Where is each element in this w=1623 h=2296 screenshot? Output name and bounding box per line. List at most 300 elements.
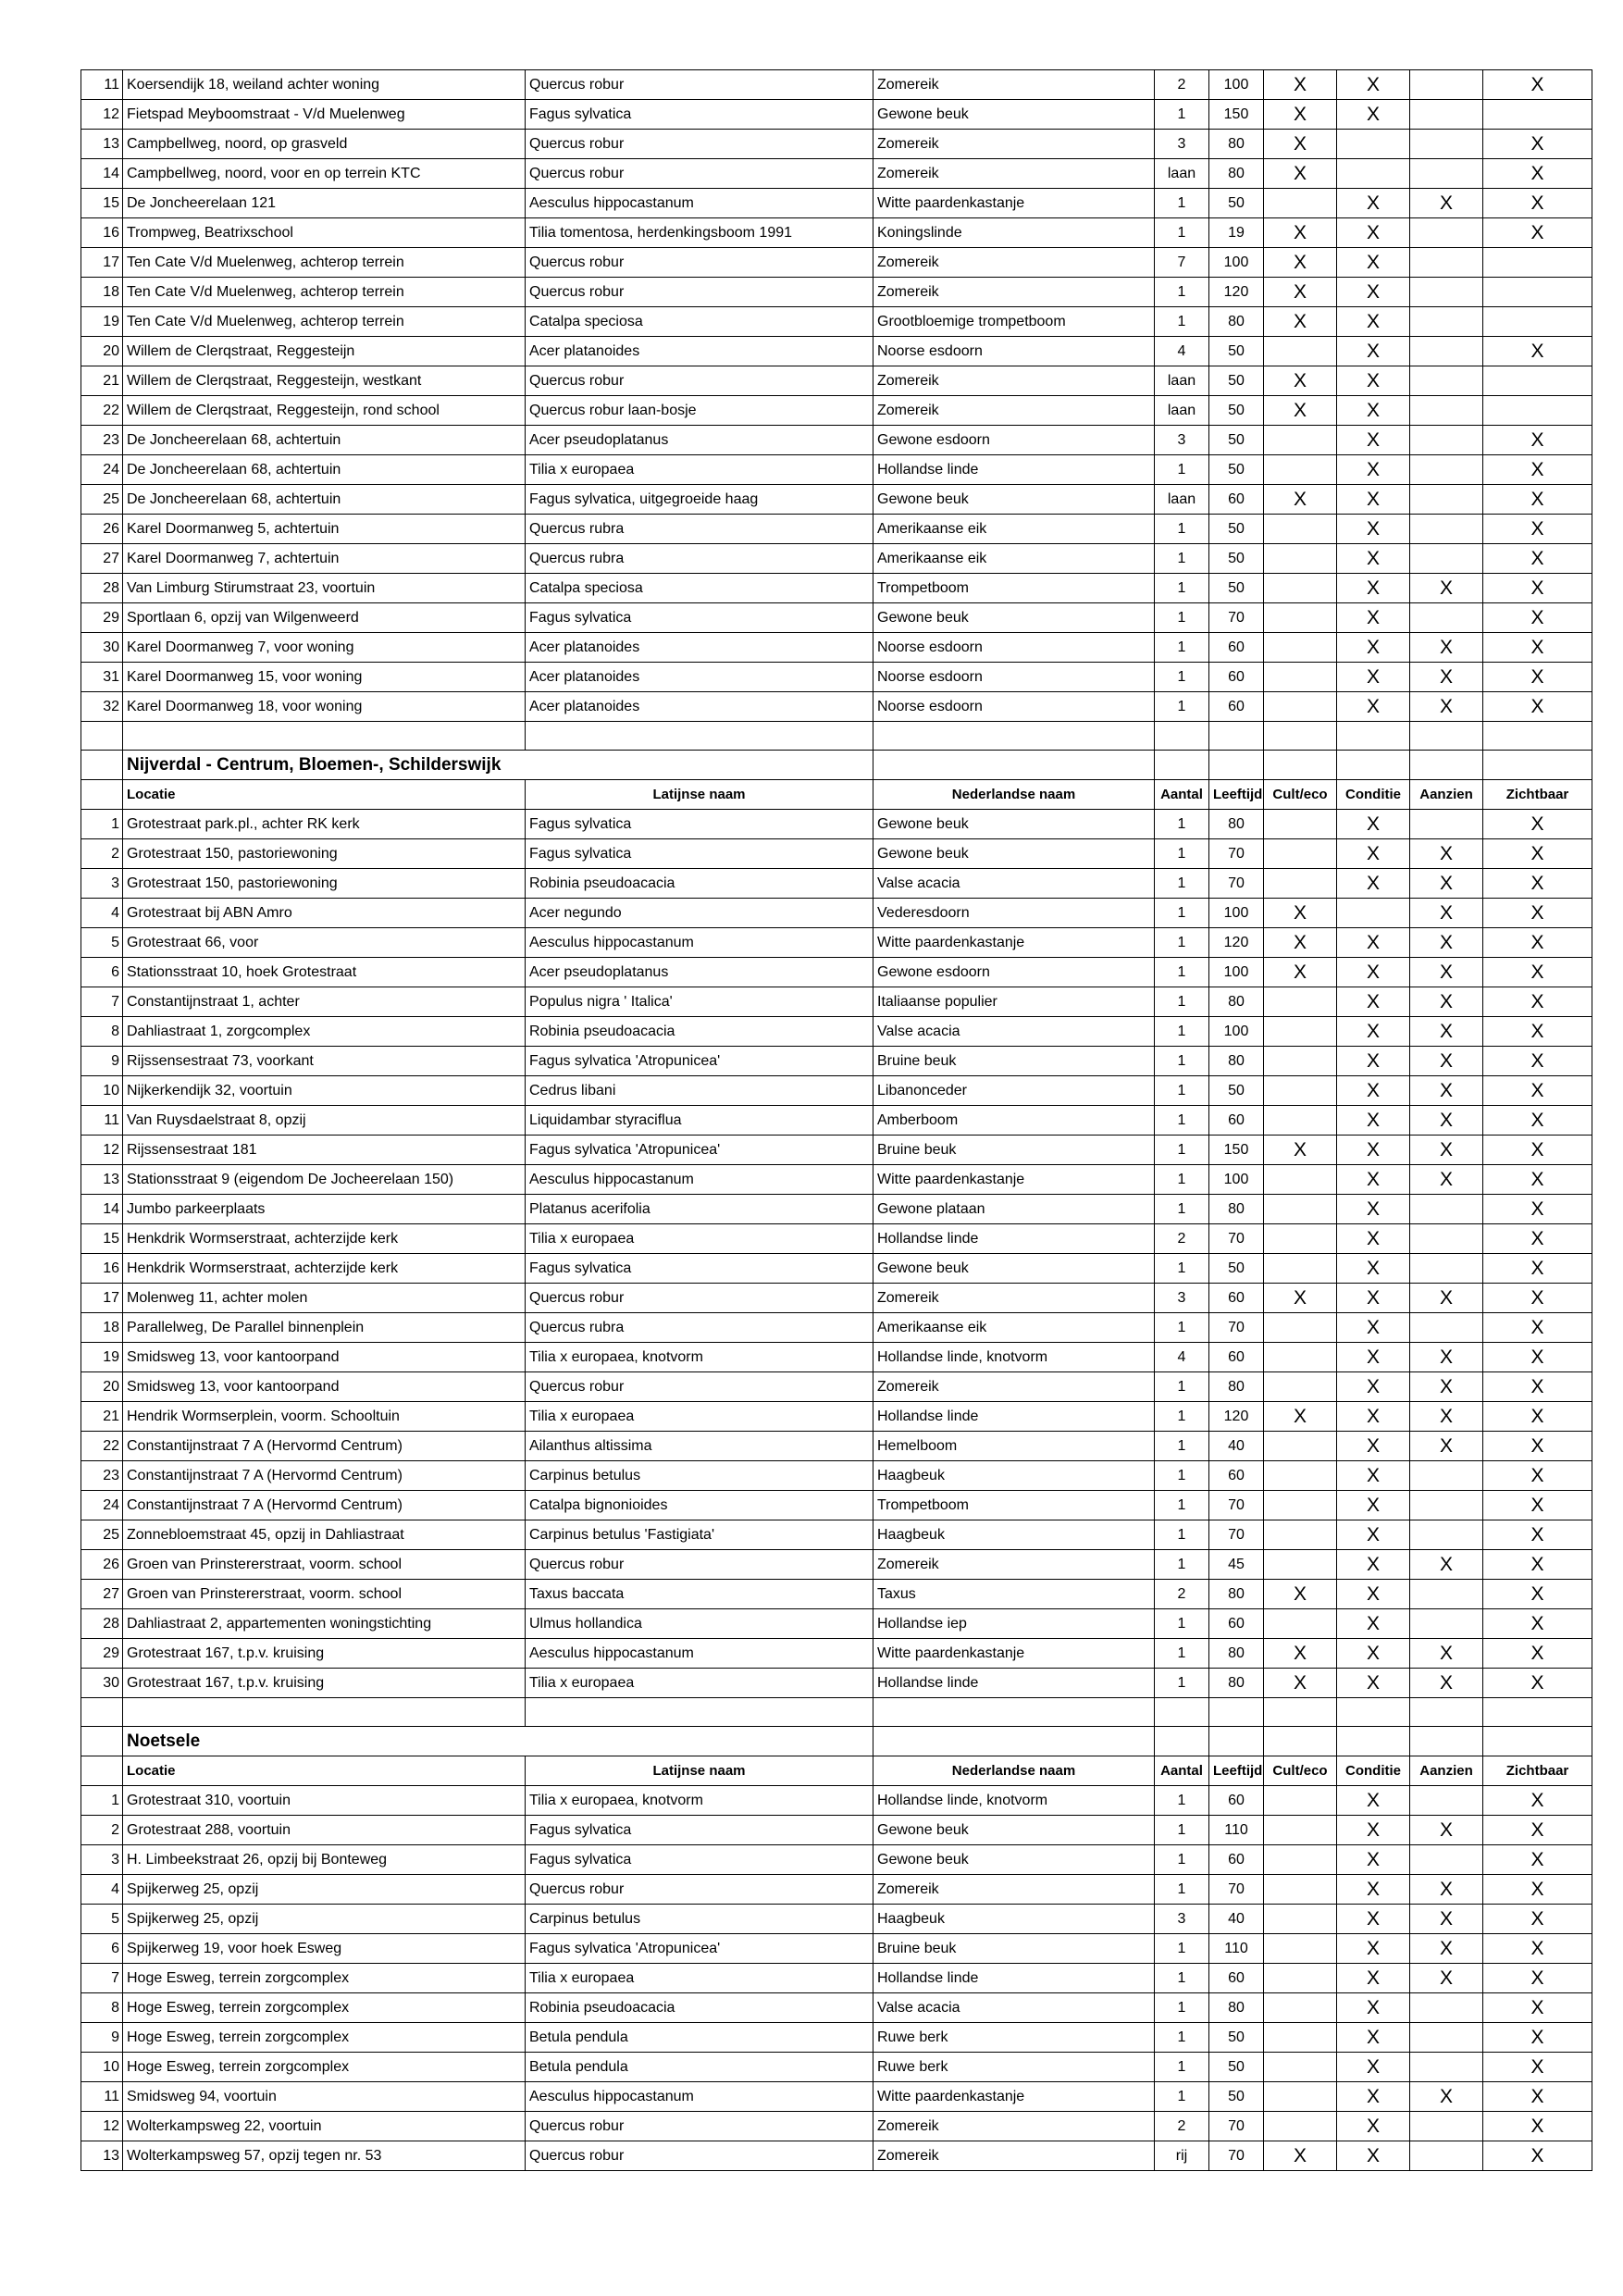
location-cell: Hoge Esweg, terrein zorgcomplex: [123, 1964, 526, 1993]
location-cell: Constantijnstraat 7 A (Hervormd Centrum): [123, 1432, 526, 1461]
condition-cell: X: [1337, 396, 1410, 426]
latin-name-cell: Aesculus hippocastanum: [526, 928, 873, 958]
table-row: [81, 366, 1592, 396]
dutch-name-cell: Ruwe berk: [873, 2053, 1155, 2082]
count-cell: 1: [1155, 1609, 1209, 1639]
cult-eco-cell: X: [1264, 396, 1337, 426]
count-cell: 4: [1155, 337, 1209, 366]
age-cell: 100: [1209, 1017, 1264, 1047]
table-row: [81, 1491, 1592, 1520]
row-number: 28: [81, 574, 123, 603]
dutch-name-cell: Grootbloemige trompetboom: [873, 307, 1155, 337]
visible-cell: X: [1483, 189, 1592, 218]
visible-cell: X: [1483, 1993, 1592, 2023]
latin-name-cell: Fagus sylvatica, uitgegroeide haag: [526, 485, 873, 515]
empty-cell: [81, 751, 123, 780]
empty-cell: [123, 722, 526, 751]
count-cell: 1: [1155, 928, 1209, 958]
condition-cell: X: [1337, 1195, 1410, 1224]
latin-name-cell: Fagus sylvatica 'Atropunicea': [526, 1136, 873, 1165]
count-cell: 1: [1155, 1017, 1209, 1047]
row-number: 9: [81, 2023, 123, 2053]
location-cell: Smidsweg 13, voor kantoorpand: [123, 1343, 526, 1372]
cult-eco-cell: X: [1264, 1136, 1337, 1165]
cult-eco-cell: X: [1264, 130, 1337, 159]
appearance-cell: [1410, 1786, 1483, 1816]
column-header: Latijnse naam: [526, 780, 873, 810]
count-cell: 1: [1155, 1934, 1209, 1964]
column-header: Nederlandse naam: [873, 1756, 1155, 1786]
count-cell: 1: [1155, 574, 1209, 603]
age-cell: 150: [1209, 100, 1264, 130]
location-cell: Zonnebloemstraat 45, opzij in Dahliastraat: [123, 1520, 526, 1550]
row-number: 3: [81, 1845, 123, 1875]
latin-name-cell: Liquidambar styraciflua: [526, 1106, 873, 1136]
count-cell: 1: [1155, 1136, 1209, 1165]
appearance-cell: X: [1410, 692, 1483, 722]
count-cell: 1: [1155, 544, 1209, 574]
column-header: Locatie: [123, 1756, 526, 1786]
condition-cell: X: [1337, 928, 1410, 958]
appearance-cell: [1410, 396, 1483, 426]
table-row: [81, 1195, 1592, 1224]
count-cell: 1: [1155, 1816, 1209, 1845]
cult-eco-cell: X: [1264, 2141, 1337, 2171]
count-cell: 1: [1155, 1402, 1209, 1432]
condition-cell: X: [1337, 2082, 1410, 2112]
dutch-name-cell: Taxus: [873, 1580, 1155, 1609]
condition-cell: X: [1337, 218, 1410, 248]
empty-cell: [1264, 751, 1337, 780]
age-cell: 110: [1209, 1934, 1264, 1964]
count-cell: 1: [1155, 2053, 1209, 2082]
visible-cell: [1483, 248, 1592, 278]
appearance-cell: [1410, 70, 1483, 100]
table-row: [81, 426, 1592, 455]
appearance-cell: X: [1410, 869, 1483, 899]
age-cell: 50: [1209, 455, 1264, 485]
column-header: Aanzien: [1410, 780, 1483, 810]
dutch-name-cell: Noorse esdoorn: [873, 663, 1155, 692]
cult-eco-cell: [1264, 1047, 1337, 1076]
cult-eco-cell: [1264, 663, 1337, 692]
appearance-cell: [1410, 1461, 1483, 1491]
column-header: Aanzien: [1410, 1756, 1483, 1786]
table-row: [81, 218, 1592, 248]
appearance-cell: [1410, 100, 1483, 130]
age-cell: 70: [1209, 2112, 1264, 2141]
condition-cell: X: [1337, 366, 1410, 396]
age-cell: 50: [1209, 1076, 1264, 1106]
dutch-name-cell: Bruine beuk: [873, 1136, 1155, 1165]
dutch-name-cell: Zomereik: [873, 248, 1155, 278]
column-header: Leeftijd: [1209, 780, 1264, 810]
dutch-name-cell: Zomereik: [873, 1550, 1155, 1580]
latin-name-cell: Quercus robur: [526, 70, 873, 100]
condition-cell: X: [1337, 485, 1410, 515]
count-cell: 1: [1155, 810, 1209, 839]
table-row: [81, 1047, 1592, 1076]
row-number: 23: [81, 1461, 123, 1491]
latin-name-cell: Tilia x europaea: [526, 455, 873, 485]
count-cell: 1: [1155, 1313, 1209, 1343]
age-cell: 80: [1209, 307, 1264, 337]
appearance-cell: X: [1410, 189, 1483, 218]
row-number: 26: [81, 515, 123, 544]
visible-cell: X: [1483, 633, 1592, 663]
empty-cell: [1337, 751, 1410, 780]
table-row: [81, 958, 1592, 987]
appearance-cell: X: [1410, 928, 1483, 958]
count-cell: 2: [1155, 2112, 1209, 2141]
condition-cell: X: [1337, 70, 1410, 100]
age-cell: 100: [1209, 958, 1264, 987]
count-cell: 1: [1155, 1432, 1209, 1461]
table-row: [81, 1343, 1592, 1372]
appearance-cell: X: [1410, 1550, 1483, 1580]
location-cell: Grotestraat 167, t.p.v. kruising: [123, 1639, 526, 1669]
age-cell: 60: [1209, 663, 1264, 692]
column-header: Aantal: [1155, 1756, 1209, 1786]
row-number: 9: [81, 1047, 123, 1076]
row-number: 22: [81, 396, 123, 426]
dutch-name-cell: Gewone beuk: [873, 100, 1155, 130]
dutch-name-cell: Hollandse linde: [873, 455, 1155, 485]
table-row: [81, 1993, 1592, 2023]
age-cell: 60: [1209, 1786, 1264, 1816]
latin-name-cell: Acer pseudoplatanus: [526, 426, 873, 455]
table-row: [81, 515, 1592, 544]
appearance-cell: X: [1410, 1136, 1483, 1165]
location-cell: Karel Doormanweg 15, voor woning: [123, 663, 526, 692]
count-cell: 1: [1155, 100, 1209, 130]
cult-eco-cell: [1264, 2053, 1337, 2082]
visible-cell: X: [1483, 1047, 1592, 1076]
location-cell: Ten Cate V/d Muelenweg, achterop terrein: [123, 278, 526, 307]
latin-name-cell: Quercus robur: [526, 1550, 873, 1580]
visible-cell: X: [1483, 899, 1592, 928]
visible-cell: X: [1483, 1905, 1592, 1934]
visible-cell: X: [1483, 1017, 1592, 1047]
age-cell: 80: [1209, 1639, 1264, 1669]
table-row: [81, 189, 1592, 218]
cult-eco-cell: X: [1264, 278, 1337, 307]
condition-cell: X: [1337, 603, 1410, 633]
latin-name-cell: Fagus sylvatica: [526, 603, 873, 633]
table-row: [81, 1845, 1592, 1875]
age-cell: 40: [1209, 1905, 1264, 1934]
row-number: 6: [81, 1934, 123, 1964]
row-number: 29: [81, 1639, 123, 1669]
location-cell: Parallelweg, De Parallel binnenplein: [123, 1313, 526, 1343]
dutch-name-cell: Zomereik: [873, 1284, 1155, 1313]
latin-name-cell: Betula pendula: [526, 2023, 873, 2053]
appearance-cell: [1410, 2023, 1483, 2053]
visible-cell: X: [1483, 839, 1592, 869]
condition-cell: X: [1337, 1993, 1410, 2023]
visible-cell: X: [1483, 1195, 1592, 1224]
dutch-name-cell: Vederesdoorn: [873, 899, 1155, 928]
count-cell: 1: [1155, 515, 1209, 544]
cult-eco-cell: [1264, 2082, 1337, 2112]
dutch-name-cell: Zomereik: [873, 130, 1155, 159]
count-cell: rij: [1155, 2141, 1209, 2171]
row-number: 32: [81, 692, 123, 722]
latin-name-cell: Tilia tomentosa, herdenkingsboom 1991: [526, 218, 873, 248]
count-cell: 1: [1155, 869, 1209, 899]
location-cell: Henkdrik Wormserstraat, achterzijde kerk: [123, 1224, 526, 1254]
table-row: [81, 544, 1592, 574]
appearance-cell: [1410, 1993, 1483, 2023]
count-cell: 1: [1155, 1845, 1209, 1875]
latin-name-cell: Fagus sylvatica: [526, 810, 873, 839]
cult-eco-cell: [1264, 1372, 1337, 1402]
age-cell: 45: [1209, 1550, 1264, 1580]
latin-name-cell: Tilia x europaea, knotvorm: [526, 1343, 873, 1372]
age-cell: 60: [1209, 633, 1264, 663]
row-number: 21: [81, 366, 123, 396]
visible-cell: X: [1483, 1964, 1592, 1993]
location-cell: Stationsstraat 10, hoek Grotestraat: [123, 958, 526, 987]
location-cell: Grotestraat park.pl., achter RK kerk: [123, 810, 526, 839]
count-cell: 1: [1155, 1993, 1209, 2023]
condition-cell: X: [1337, 426, 1410, 455]
visible-cell: X: [1483, 987, 1592, 1017]
age-cell: 50: [1209, 2082, 1264, 2112]
count-cell: 3: [1155, 1284, 1209, 1313]
row-number: 23: [81, 426, 123, 455]
cult-eco-cell: [1264, 544, 1337, 574]
visible-cell: X: [1483, 663, 1592, 692]
row-number: 14: [81, 1195, 123, 1224]
cult-eco-cell: X: [1264, 307, 1337, 337]
latin-name-cell: Acer platanoides: [526, 663, 873, 692]
appearance-cell: [1410, 1313, 1483, 1343]
cult-eco-cell: X: [1264, 70, 1337, 100]
row-number: 25: [81, 485, 123, 515]
condition-cell: [1337, 899, 1410, 928]
cult-eco-cell: [1264, 1076, 1337, 1106]
condition-cell: X: [1337, 1254, 1410, 1284]
appearance-cell: X: [1410, 663, 1483, 692]
location-cell: Ten Cate V/d Muelenweg, achterop terrein: [123, 248, 526, 278]
location-cell: Hoge Esweg, terrein zorgcomplex: [123, 1993, 526, 2023]
cult-eco-cell: [1264, 810, 1337, 839]
cult-eco-cell: X: [1264, 1639, 1337, 1669]
appearance-cell: [1410, 1254, 1483, 1284]
visible-cell: X: [1483, 603, 1592, 633]
latin-name-cell: Fagus sylvatica: [526, 839, 873, 869]
empty-cell: [1337, 1698, 1410, 1727]
age-cell: 80: [1209, 810, 1264, 839]
appearance-cell: [1410, 1224, 1483, 1254]
cult-eco-cell: [1264, 455, 1337, 485]
table-row: [81, 248, 1592, 278]
visible-cell: X: [1483, 928, 1592, 958]
appearance-cell: [1410, 159, 1483, 189]
age-cell: 60: [1209, 1461, 1264, 1491]
row-number: 21: [81, 1402, 123, 1432]
dutch-name-cell: Haagbeuk: [873, 1520, 1155, 1550]
appearance-cell: [1410, 810, 1483, 839]
location-cell: Spijkerweg 25, opzij: [123, 1875, 526, 1905]
latin-name-cell: Tilia x europaea: [526, 1669, 873, 1698]
count-cell: 1: [1155, 218, 1209, 248]
latin-name-cell: Quercus rubra: [526, 544, 873, 574]
empty-cell: [81, 1727, 123, 1756]
latin-name-cell: Quercus robur laan-bosje: [526, 396, 873, 426]
table-row: [81, 1076, 1592, 1106]
location-cell: Karel Doormanweg 5, achtertuin: [123, 515, 526, 544]
condition-cell: X: [1337, 1372, 1410, 1402]
count-cell: laan: [1155, 366, 1209, 396]
latin-name-cell: Fagus sylvatica: [526, 1845, 873, 1875]
condition-cell: X: [1337, 1224, 1410, 1254]
row-number: 27: [81, 544, 123, 574]
row-number: 12: [81, 1136, 123, 1165]
cult-eco-cell: X: [1264, 1284, 1337, 1313]
table-row: [81, 2112, 1592, 2141]
empty-cell: [1483, 1727, 1592, 1756]
appearance-cell: [1410, 1609, 1483, 1639]
visible-cell: X: [1483, 1934, 1592, 1964]
location-cell: Trompweg, Beatrixschool: [123, 218, 526, 248]
dutch-name-cell: Trompetboom: [873, 574, 1155, 603]
age-cell: 60: [1209, 1609, 1264, 1639]
table-row: [81, 130, 1592, 159]
visible-cell: X: [1483, 869, 1592, 899]
location-cell: Ten Cate V/d Muelenweg, achterop terrein: [123, 307, 526, 337]
age-cell: 60: [1209, 1343, 1264, 1372]
row-number: 10: [81, 2053, 123, 2082]
column-header: Leeftijd: [1209, 1756, 1264, 1786]
dutch-name-cell: Gewone beuk: [873, 1254, 1155, 1284]
table-row: [81, 663, 1592, 692]
location-cell: Dahliastraat 1, zorgcomplex: [123, 1017, 526, 1047]
dutch-name-cell: Gewone plataan: [873, 1195, 1155, 1224]
column-header: Cult/eco: [1264, 1756, 1337, 1786]
row-number: 5: [81, 1905, 123, 1934]
age-cell: 120: [1209, 1402, 1264, 1432]
appearance-cell: X: [1410, 1017, 1483, 1047]
count-cell: 3: [1155, 426, 1209, 455]
count-cell: 2: [1155, 1224, 1209, 1254]
age-cell: 50: [1209, 337, 1264, 366]
location-cell: Wolterkampsweg 57, opzij tegen nr. 53: [123, 2141, 526, 2171]
age-cell: 70: [1209, 869, 1264, 899]
latin-name-cell: Tilia x europaea: [526, 1402, 873, 1432]
appearance-cell: X: [1410, 633, 1483, 663]
row-number: 4: [81, 899, 123, 928]
visible-cell: X: [1483, 1224, 1592, 1254]
appearance-cell: X: [1410, 1964, 1483, 1993]
condition-cell: X: [1337, 1165, 1410, 1195]
visible-cell: X: [1483, 1786, 1592, 1816]
dutch-name-cell: Gewone esdoorn: [873, 426, 1155, 455]
row-number: 28: [81, 1609, 123, 1639]
location-cell: Grotestraat 150, pastoriewoning: [123, 869, 526, 899]
condition-cell: X: [1337, 1964, 1410, 1993]
dutch-name-cell: Trompetboom: [873, 1491, 1155, 1520]
appearance-cell: [1410, 1845, 1483, 1875]
condition-cell: X: [1337, 337, 1410, 366]
location-cell: Karel Doormanweg 7, voor woning: [123, 633, 526, 663]
count-cell: 2: [1155, 1580, 1209, 1609]
table-row: [81, 869, 1592, 899]
cult-eco-cell: X: [1264, 159, 1337, 189]
count-cell: laan: [1155, 159, 1209, 189]
count-cell: 1: [1155, 1786, 1209, 1816]
dutch-name-cell: Valse acacia: [873, 1017, 1155, 1047]
latin-name-cell: Quercus robur: [526, 366, 873, 396]
latin-name-cell: Quercus robur: [526, 130, 873, 159]
visible-cell: X: [1483, 1491, 1592, 1520]
column-header: Locatie: [123, 780, 526, 810]
condition-cell: X: [1337, 1402, 1410, 1432]
location-cell: Grotestraat 288, voortuin: [123, 1816, 526, 1845]
dutch-name-cell: Valse acacia: [873, 1993, 1155, 2023]
table-row: [81, 1609, 1592, 1639]
cult-eco-cell: [1264, 1845, 1337, 1875]
visible-cell: X: [1483, 1461, 1592, 1491]
row-number: 7: [81, 1964, 123, 1993]
table-row: [81, 1816, 1592, 1845]
latin-name-cell: Quercus robur: [526, 2112, 873, 2141]
age-cell: 80: [1209, 1993, 1264, 2023]
cult-eco-cell: [1264, 1609, 1337, 1639]
table-row: [81, 574, 1592, 603]
dutch-name-cell: Zomereik: [873, 159, 1155, 189]
location-cell: Grotestraat 310, voortuin: [123, 1786, 526, 1816]
visible-cell: X: [1483, 1343, 1592, 1372]
condition-cell: X: [1337, 1076, 1410, 1106]
visible-cell: X: [1483, 692, 1592, 722]
empty-cell: [1155, 722, 1209, 751]
age-cell: 60: [1209, 1284, 1264, 1313]
latin-name-cell: Fagus sylvatica: [526, 1816, 873, 1845]
row-number: 6: [81, 958, 123, 987]
condition-cell: X: [1337, 455, 1410, 485]
empty-cell: [526, 722, 873, 751]
cult-eco-cell: [1264, 1520, 1337, 1550]
empty-cell: [1155, 1698, 1209, 1727]
condition-cell: X: [1337, 189, 1410, 218]
row-number: 13: [81, 2141, 123, 2171]
latin-name-cell: Acer negundo: [526, 899, 873, 928]
condition-cell: X: [1337, 574, 1410, 603]
row-number: 13: [81, 130, 123, 159]
table-row: [81, 1905, 1592, 1934]
latin-name-cell: Acer platanoides: [526, 633, 873, 663]
cult-eco-cell: [1264, 1875, 1337, 1905]
row-number: 2: [81, 839, 123, 869]
latin-name-cell: Carpinus betulus: [526, 1905, 873, 1934]
age-cell: 70: [1209, 603, 1264, 633]
condition-cell: X: [1337, 515, 1410, 544]
visible-cell: X: [1483, 1845, 1592, 1875]
table-row: [81, 1580, 1592, 1609]
count-cell: 1: [1155, 1639, 1209, 1669]
latin-name-cell: Carpinus betulus 'Fastigiata': [526, 1520, 873, 1550]
visible-cell: X: [1483, 485, 1592, 515]
appearance-cell: [1410, 1520, 1483, 1550]
cult-eco-cell: [1264, 2112, 1337, 2141]
table-row: [81, 455, 1592, 485]
cult-eco-cell: [1264, 1786, 1337, 1816]
condition-cell: X: [1337, 2112, 1410, 2141]
empty-cell: [1483, 1698, 1592, 1727]
visible-cell: X: [1483, 1254, 1592, 1284]
